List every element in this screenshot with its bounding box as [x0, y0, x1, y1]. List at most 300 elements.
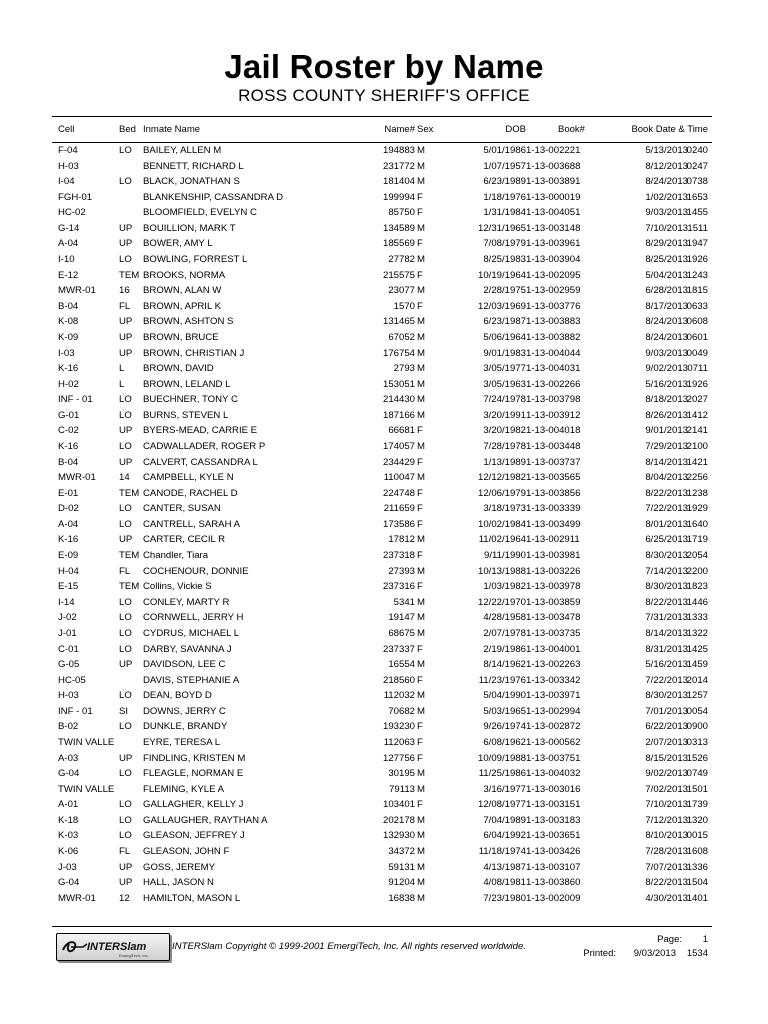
- row-book-time: 0601: [686, 331, 708, 343]
- row-book-number: 1-13-003426: [526, 846, 581, 858]
- row-cell: G-01: [58, 409, 80, 421]
- table-row: [52, 143, 712, 159]
- page-number: 1: [702, 934, 708, 945]
- row-bed: LO: [119, 176, 132, 188]
- row-cell: A-04: [58, 518, 79, 530]
- row-bed: L: [119, 378, 125, 390]
- row-dob: 7/24/1978: [483, 394, 526, 406]
- row-sex: F: [417, 191, 423, 203]
- row-bed: LO: [119, 440, 132, 452]
- row-bed: UP: [119, 861, 133, 873]
- row-book-time: 1322: [686, 627, 708, 639]
- row-book-number: 1-13-003882: [526, 331, 581, 343]
- row-book-number: 1-13-003226: [526, 565, 581, 577]
- row-book-time: 1823: [686, 581, 708, 593]
- row-name-number: 112032: [383, 690, 415, 702]
- row-cell: C-01: [58, 643, 79, 655]
- row-bed: UP: [119, 316, 133, 328]
- row-book-number: 1-13-000019: [526, 191, 581, 203]
- row-book-date: 8/30/2013: [645, 550, 688, 562]
- row-cell: H-03: [58, 160, 79, 172]
- table-row: [52, 548, 712, 564]
- row-dob: 6/04/1992: [483, 830, 526, 842]
- row-bed: TEM: [119, 550, 140, 562]
- row-sex: F: [417, 269, 423, 281]
- row-sex: M: [417, 331, 425, 343]
- row-cell: E-01: [58, 487, 79, 499]
- row-inmate-name: BOUILLION, MARK T: [143, 222, 236, 234]
- column-header-bed: Bed: [119, 124, 136, 135]
- table-row: [52, 860, 712, 876]
- row-dob: 10/19/1964: [477, 269, 526, 281]
- row-cell: H-02: [58, 378, 79, 390]
- row-book-time: 0738: [686, 176, 708, 188]
- row-name-number: 132930: [382, 830, 415, 842]
- row-book-date: 8/25/2013: [645, 254, 688, 266]
- row-dob: 1/13/1989: [483, 456, 526, 468]
- row-book-time: 1333: [686, 612, 708, 624]
- row-bed: LO: [119, 596, 132, 608]
- row-book-number: 1-13-003856: [526, 487, 581, 499]
- row-name-number: 134589: [382, 222, 415, 234]
- row-book-time: 0015: [686, 830, 708, 842]
- row-book-date: 5/13/2013: [645, 145, 688, 156]
- row-bed: LO: [119, 721, 132, 733]
- row-book-number: 1-13-003651: [526, 830, 581, 842]
- row-book-number: 1-13-003798: [526, 394, 581, 406]
- row-inmate-name: CARTER, CECIL R: [143, 534, 226, 546]
- row-cell: E-09: [58, 550, 79, 562]
- row-book-number: 1-13-003981: [526, 550, 581, 562]
- row-dob: 3/16/1977: [483, 783, 526, 795]
- row-name-number: 110047: [383, 472, 415, 484]
- row-dob: 6/23/1989: [483, 176, 526, 188]
- row-dob: 9/11/1990: [484, 550, 526, 562]
- row-book-date: 7/22/2013: [645, 674, 688, 686]
- row-book-number: 1-13-002911: [526, 534, 580, 546]
- row-book-time: 0749: [686, 768, 708, 780]
- row-cell: K-09: [58, 331, 79, 343]
- row-name-number: 127756: [382, 752, 415, 764]
- row-book-number: 1-13-002095: [526, 269, 581, 281]
- row-sex: M: [417, 861, 425, 873]
- row-name-number: 85750: [388, 207, 415, 219]
- table-row: [52, 455, 712, 471]
- row-bed: LO: [119, 830, 132, 842]
- row-bed: LO: [119, 254, 132, 266]
- row-inmate-name: BROWN, LELAND L: [143, 378, 231, 390]
- row-bed: LO: [119, 612, 132, 624]
- row-book-number: 1-13-003776: [526, 300, 581, 312]
- row-dob: 1/03/1982: [483, 581, 526, 593]
- row-dob: 10/13/1988: [477, 565, 526, 577]
- row-inmate-name: CORNWELL, JERRY H: [143, 612, 244, 624]
- row-cell: J-02: [58, 612, 77, 624]
- row-bed: SI: [119, 705, 129, 717]
- row-bed: 14: [119, 472, 130, 484]
- row-dob: 7/28/1978: [483, 440, 526, 452]
- row-book-date: 8/12/2013: [645, 160, 688, 172]
- row-cell: J-01: [58, 627, 77, 639]
- row-bed: LO: [119, 768, 132, 780]
- row-inmate-name: CANODE, RACHEL D: [143, 487, 238, 499]
- row-bed: UP: [119, 222, 133, 234]
- table-row: [52, 174, 712, 190]
- column-header-name-number: Name#: [384, 124, 415, 135]
- row-inmate-name: BROWN, CHRISTIAN J: [143, 347, 245, 359]
- row-cell: MWR-01: [58, 892, 96, 904]
- row-dob: 10/02/1984: [477, 518, 526, 530]
- row-book-date: 7/14/2013: [645, 565, 688, 577]
- row-dob: 7/08/1979: [483, 238, 526, 250]
- row-book-number: 1-13-003448: [526, 440, 581, 452]
- row-inmate-name: FINDLING, KRISTEN M: [143, 752, 246, 764]
- row-dob: 12/06/1979: [477, 487, 526, 499]
- row-book-time: 2200: [686, 565, 708, 577]
- row-cell: I-10: [58, 254, 75, 266]
- row-bed: 16: [119, 285, 130, 297]
- row-book-date: 5/04/2013: [645, 269, 688, 281]
- row-book-number: 1-13-003478: [526, 612, 581, 624]
- row-sex: M: [417, 316, 425, 328]
- row-inmate-name: BURNS, STEVEN L: [143, 409, 229, 421]
- printed-date: 9/03/2013: [633, 948, 676, 959]
- row-book-date: 7/02/2013: [645, 783, 688, 795]
- row-name-number: 70682: [388, 705, 415, 717]
- row-cell: C-02: [58, 425, 79, 437]
- row-book-date: 9/02/2013: [645, 363, 688, 375]
- row-book-number: 1-13-003859: [526, 596, 581, 608]
- row-book-number: 1-13-003499: [526, 518, 581, 530]
- row-book-number: 1-13-003148: [526, 222, 581, 234]
- interslam-logo: [56, 933, 170, 961]
- row-book-date: 7/22/2013: [645, 503, 688, 515]
- row-cell: J-03: [58, 861, 77, 873]
- row-book-date: 7/10/2013: [645, 222, 688, 234]
- row-dob: 2/07/1978: [483, 627, 526, 639]
- table-row: [52, 797, 712, 813]
- table-row: [52, 766, 712, 782]
- table-row: [52, 564, 712, 580]
- row-inmate-name: DOWNS, JERRY C: [143, 705, 226, 717]
- roster-table: [52, 143, 712, 906]
- row-inmate-name: CANTRELL, SARAH A: [143, 518, 241, 530]
- row-inmate-name: DAVIDSON, LEE C: [143, 659, 226, 671]
- row-name-number: 187166: [382, 409, 415, 421]
- row-cell: MWR-01: [58, 472, 96, 484]
- row-dob: 1/31/1984: [483, 207, 526, 219]
- row-sex: M: [417, 222, 425, 234]
- row-book-date: 7/31/2013: [645, 612, 688, 624]
- row-book-number: 1-13-003971: [526, 690, 581, 702]
- row-name-number: 67052: [388, 331, 415, 343]
- row-book-number: 1-13-003339: [526, 503, 581, 515]
- row-dob: 10/09/1988: [477, 752, 526, 764]
- row-name-number: 59131: [388, 861, 415, 873]
- table-row: [52, 159, 712, 175]
- row-book-time: 1511: [687, 222, 708, 234]
- row-dob: 12/22/1970: [477, 596, 526, 608]
- row-name-number: 30195: [388, 768, 415, 780]
- row-book-time: 2100: [686, 440, 708, 452]
- row-book-date: 8/24/2013: [645, 316, 688, 328]
- row-sex: M: [417, 830, 425, 842]
- row-bed: UP: [119, 534, 133, 546]
- row-book-time: 2256: [686, 472, 708, 484]
- row-bed: LO: [119, 643, 132, 655]
- row-name-number: 218560: [382, 674, 415, 686]
- row-sex: F: [417, 674, 423, 686]
- row-bed: LO: [119, 799, 132, 811]
- table-row: [52, 501, 712, 517]
- row-book-date: 8/17/2013: [645, 300, 688, 312]
- row-inmate-name: FLEMING, KYLE A: [143, 783, 225, 795]
- row-inmate-name: BENNETT, RICHARD L: [143, 160, 244, 172]
- row-bed: LO: [119, 627, 132, 639]
- row-name-number: 79113: [389, 783, 415, 795]
- row-dob: 7/04/1989: [483, 814, 526, 826]
- row-book-number: 1-13-004051: [526, 207, 581, 219]
- row-book-date: 6/25/2013: [645, 534, 688, 546]
- row-name-number: 103401: [382, 799, 415, 811]
- row-dob: 2/28/1975: [483, 285, 526, 297]
- row-inmate-name: BLACK, JONATHAN S: [143, 176, 240, 188]
- table-row: [52, 190, 712, 206]
- row-book-date: 8/01/2013: [645, 518, 688, 530]
- row-inmate-name: COCHENOUR, DONNIE: [143, 565, 249, 577]
- table-row: [52, 875, 712, 891]
- row-sex: M: [417, 363, 425, 375]
- row-sex: F: [417, 238, 423, 250]
- row-dob: 11/25/1986: [478, 768, 526, 780]
- row-dob: 5/06/1964: [483, 331, 526, 343]
- row-name-number: 34372: [388, 846, 415, 858]
- row-inmate-name: BUECHNER, TONY C: [143, 394, 238, 406]
- row-book-number: 1-13-003735: [526, 627, 581, 639]
- row-book-number: 1-13-003751: [526, 752, 581, 764]
- row-cell: TWIN VALLE: [58, 783, 115, 795]
- row-cell: A-04: [58, 238, 79, 250]
- row-dob: 7/23/1980: [483, 892, 526, 904]
- row-sex: F: [417, 456, 423, 468]
- table-row: [52, 221, 712, 237]
- table-row: [52, 844, 712, 860]
- row-name-number: 68675: [388, 627, 415, 639]
- row-book-date: 9/01/2013: [645, 425, 688, 437]
- row-book-time: 1257: [686, 690, 708, 702]
- row-book-date: 6/28/2013: [645, 285, 688, 297]
- row-sex: F: [417, 799, 423, 811]
- table-row: [52, 377, 712, 393]
- row-name-number: 131465: [382, 316, 415, 328]
- row-sex: M: [417, 892, 425, 904]
- row-name-number: 173586: [382, 518, 415, 530]
- printed-time: 1534: [686, 948, 708, 959]
- row-inmate-name: CONLEY, MARTY R: [143, 596, 230, 608]
- table-row: [52, 314, 712, 330]
- row-inmate-name: CANTER, SUSAN: [143, 503, 221, 515]
- row-bed: LO: [119, 145, 132, 156]
- row-book-date: 8/30/2013: [645, 581, 688, 593]
- row-book-date: 9/02/2013: [645, 768, 688, 780]
- row-name-number: 19147: [388, 612, 415, 624]
- row-inmate-name: BLOOMFIELD, EVELYN C: [143, 207, 257, 219]
- row-cell: H-04: [58, 565, 79, 577]
- table-row: [52, 657, 712, 673]
- row-book-date: 5/16/2013: [645, 659, 688, 671]
- row-book-number: 1-13-002266: [526, 378, 581, 390]
- row-inmate-name: CAMPBELL, KYLE N: [143, 472, 234, 484]
- row-name-number: 112063: [383, 736, 415, 748]
- row-book-number: 1-13-004001: [526, 643, 581, 655]
- row-inmate-name: FLEAGLE, NORMAN E: [143, 768, 244, 780]
- row-book-time: 0240: [686, 145, 708, 156]
- column-header-row: [52, 116, 712, 143]
- row-inmate-name: BROWN, DAVID: [143, 363, 214, 375]
- table-row: [52, 517, 712, 533]
- row-bed: UP: [119, 877, 133, 889]
- row-book-time: 1526: [686, 752, 708, 764]
- table-row: [52, 439, 712, 455]
- row-book-date: 8/04/2013: [645, 472, 688, 484]
- row-book-time: 0711: [687, 363, 708, 375]
- row-cell: INF - 01: [58, 705, 93, 717]
- row-book-time: 1719: [686, 534, 708, 546]
- row-book-time: 2027: [686, 394, 708, 406]
- page-label: Page:: [657, 934, 682, 945]
- row-book-number: 1-13-003904: [526, 254, 581, 266]
- table-row: [52, 704, 712, 720]
- row-book-time: 1336: [686, 861, 708, 873]
- row-book-time: 1926: [686, 254, 708, 266]
- row-sex: M: [417, 627, 425, 639]
- row-dob: 4/13/1987: [483, 861, 526, 873]
- row-book-time: 1320: [686, 814, 708, 826]
- row-book-time: 1455: [686, 207, 708, 219]
- row-cell: K-08: [58, 316, 79, 328]
- row-cell: B-04: [58, 300, 79, 312]
- row-cell: A-03: [58, 752, 79, 764]
- row-name-number: 231772: [382, 160, 415, 172]
- row-book-time: 1926: [686, 378, 708, 390]
- row-book-time: 2054: [686, 550, 708, 562]
- row-cell: HC-05: [58, 674, 86, 686]
- copyright-notice: INTERSlam Copyright © 1999-2001 EmergiTech, Inc. All rights reserved worldwide.: [172, 941, 527, 952]
- row-book-number: 1-13-003688: [526, 160, 581, 172]
- column-header-inmate-name: Inmate Name: [143, 124, 201, 135]
- row-book-number: 1-13-003737: [526, 456, 581, 468]
- row-bed: 12: [119, 892, 130, 904]
- row-cell: K-06: [58, 846, 79, 858]
- row-sex: M: [417, 472, 425, 484]
- row-book-time: 1243: [686, 269, 708, 281]
- row-book-time: 2014: [686, 674, 708, 686]
- row-book-time: 0049: [686, 347, 708, 359]
- row-book-number: 1-13-002221: [526, 145, 581, 156]
- row-cell: E-15: [58, 581, 79, 593]
- row-book-date: 7/01/2013: [645, 705, 688, 717]
- row-cell: D-02: [58, 503, 79, 515]
- table-row: [52, 346, 712, 362]
- row-bed: TEM: [119, 487, 140, 499]
- row-inmate-name: GLEASON, JEFFREY J: [143, 830, 245, 842]
- table-row: [52, 688, 712, 704]
- row-sex: F: [417, 721, 423, 733]
- row-cell: G-04: [58, 877, 80, 889]
- row-sex: M: [417, 846, 425, 858]
- table-row: [52, 532, 712, 548]
- row-book-date: 8/22/2013: [645, 596, 688, 608]
- row-book-time: 1947: [686, 238, 708, 250]
- row-sex: M: [417, 596, 425, 608]
- row-sex: F: [417, 487, 423, 499]
- row-dob: 9/26/1974: [483, 721, 526, 733]
- row-name-number: 224748: [382, 487, 415, 499]
- row-book-date: 9/03/2013: [645, 347, 688, 359]
- row-bed: TEM: [119, 581, 140, 593]
- row-book-date: 4/30/2013: [645, 892, 688, 904]
- row-name-number: 153051: [382, 378, 415, 390]
- row-name-number: 181404: [382, 176, 415, 188]
- table-row: [52, 642, 712, 658]
- table-row: [52, 813, 712, 829]
- row-cell: K-18: [58, 814, 79, 826]
- row-dob: 8/14/1962: [483, 659, 526, 671]
- row-book-date: 8/14/2013: [645, 456, 688, 468]
- row-sex: M: [417, 768, 425, 780]
- table-row: [52, 595, 712, 611]
- row-inmate-name: BROWN, BRUCE: [143, 331, 219, 343]
- row-cell: I-03: [58, 347, 75, 359]
- row-book-number: 1-13-002994: [526, 705, 581, 717]
- row-bed: FL: [119, 300, 131, 312]
- row-book-number: 1-13-003151: [526, 799, 581, 811]
- row-book-number: 1-13-003978: [526, 581, 581, 593]
- row-book-number: 1-13-003342: [526, 674, 581, 686]
- row-sex: M: [417, 378, 425, 390]
- row-dob: 3/20/1982: [483, 425, 526, 437]
- row-sex: F: [417, 300, 423, 312]
- row-dob: 12/31/1965: [477, 222, 526, 234]
- row-cell: MWR-01: [58, 285, 96, 297]
- row-cell: HC-02: [58, 207, 86, 219]
- row-sex: F: [417, 752, 423, 764]
- table-row: [52, 423, 712, 439]
- row-bed: UP: [119, 456, 133, 468]
- row-cell: E-12: [58, 269, 79, 281]
- row-book-date: 8/15/2013: [645, 752, 688, 764]
- row-name-number: 174057: [382, 440, 415, 452]
- row-cell: I-14: [58, 596, 75, 608]
- row-dob: 2/19/1986: [483, 643, 526, 655]
- row-cell: F-04: [58, 145, 78, 156]
- row-book-time: 1238: [686, 487, 708, 499]
- row-dob: 6/23/1987: [483, 316, 526, 328]
- row-sex: M: [417, 877, 425, 889]
- printed-label: Printed:: [583, 948, 616, 959]
- row-cell: K-16: [58, 534, 79, 546]
- row-book-number: 1-13-000562: [526, 736, 581, 748]
- row-book-date: 8/31/2013: [645, 643, 688, 655]
- table-row: [52, 579, 712, 595]
- row-book-date: 8/29/2013: [645, 238, 688, 250]
- row-dob: 4/08/1981: [483, 877, 526, 889]
- row-cell: K-16: [58, 440, 79, 452]
- svg-text:EmergiTech, Inc.: EmergiTech, Inc.: [119, 953, 149, 958]
- row-book-time: 0247: [686, 160, 708, 172]
- row-book-time: 1401: [686, 892, 708, 904]
- row-book-number: 1-13-003016: [526, 783, 581, 795]
